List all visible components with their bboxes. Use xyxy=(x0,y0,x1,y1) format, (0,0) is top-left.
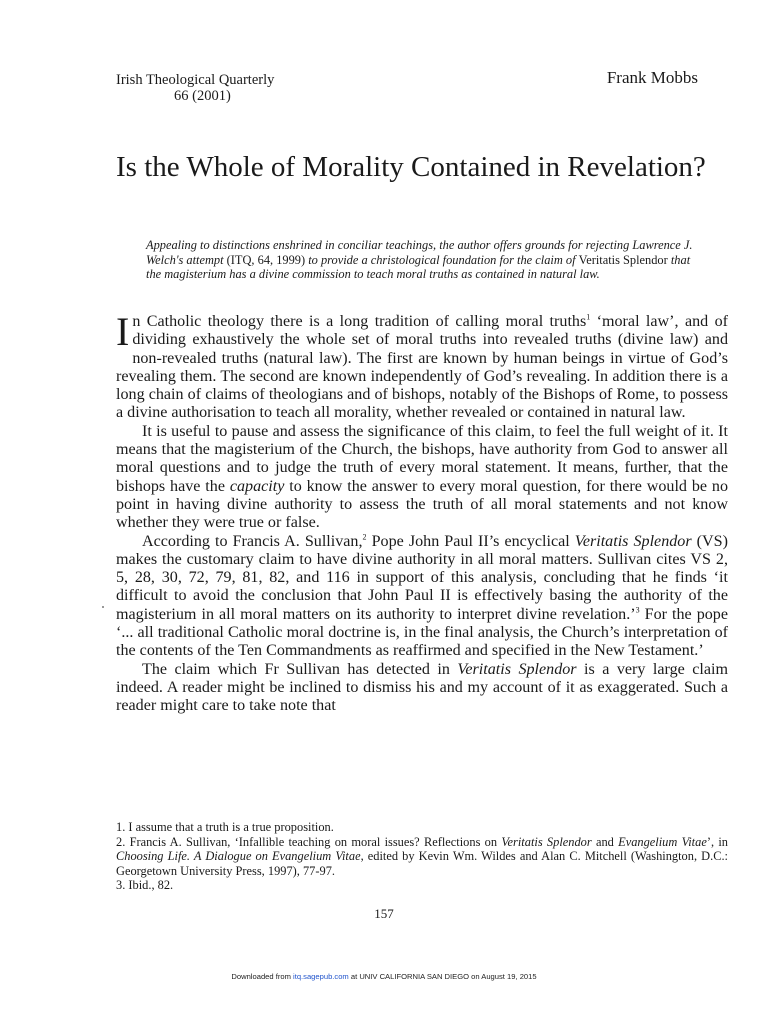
abstract-text: to provide a christological foundation for the claim of xyxy=(305,252,579,267)
article-body xyxy=(116,309,729,716)
journal-header xyxy=(116,72,274,104)
abstract-work-title: Veritatis Splendor xyxy=(578,252,668,267)
footnote-title: Veritatis Splendor xyxy=(501,834,592,849)
footnote-title: Choosing Life. A Dialogue on Evangelium Vitae xyxy=(116,849,361,864)
download-prefix: Downloaded from xyxy=(231,972,294,981)
footnotes xyxy=(116,820,728,893)
paragraph-text: n Catholic theology there is a long tradition of calling moral truths xyxy=(132,313,587,330)
paragraph-text: It is useful to pause and assess the significance of this claim, to feel the full weight of it. It means that the magisterium of the Church, the bishops, have authority from God to answer all moral questions and to judge the truth of every moral statement. It means, further, that the bishops have the xyxy=(116,422,728,495)
download-notice xyxy=(0,972,768,981)
abstract-text: Appealing to distinctions enshrined in conciliar teachings, the author offers grounds for rejecting Lawrence J. Welch's attempt xyxy=(146,238,693,267)
footnote-1: 1. I assume that a truth is a true proposition. xyxy=(116,820,334,834)
author-name: Frank Mobbs xyxy=(606,68,698,87)
paragraph-text: Pope John Paul II’s encyclical xyxy=(366,532,575,550)
drop-cap: I xyxy=(116,309,130,354)
journal-volume: 66 (2001) xyxy=(174,88,231,104)
footnote-text: and xyxy=(591,834,619,849)
article-abstract xyxy=(146,238,702,282)
journal-name: Irish Theological Quarterly xyxy=(116,72,275,88)
paragraph-text: ‘moral law’, and of dividing exhaustively the whole set of moral truths into revealed truths (divine law) and non-revealed truths (natural law). The first are known by human beings in virtue of God’s revealing them. The second are known independently of God’s revealing. In addition there is a long chain of claims of theologians and of bishops, notably of the Bishops of Rome, to possess a divine authorisation to teach all morality, whether revealed or contained in natural law. xyxy=(116,313,729,422)
footnote-ref: 1 xyxy=(586,312,591,322)
page-number: 157 xyxy=(374,906,394,921)
footnote-title: Evangelium Vitae xyxy=(618,834,707,849)
paragraph-2 xyxy=(116,423,728,533)
paragraph-text: The claim which Fr Sullivan has detected in xyxy=(142,660,458,678)
download-suffix: at UNIV CALIFORNIA SAN DIEGO on August 19, 2015 xyxy=(348,972,537,981)
abstract-text: that the magisterium has a divine commission to teach moral truths as contained in natural law. xyxy=(146,252,691,282)
paragraph-1 xyxy=(116,309,729,423)
footnote-text: , edited by Kevin Wm. Wildes and Alan C. Mitchell (Washington, D.C.: Georgetown University Press, 1997), 77-97. xyxy=(116,849,728,878)
footnote-text: 2. Francis A. Sullivan, ‘Infallible teaching on moral issues? Reflections on xyxy=(116,834,502,849)
paragraph-text: According to Francis A. Sullivan, xyxy=(142,532,363,550)
emphasis: Veritatis Splendor xyxy=(574,532,692,550)
paragraph-4 xyxy=(116,661,728,716)
abstract-citation: (ITQ, 64, 1999) xyxy=(226,252,306,267)
footnote-ref: 2 xyxy=(362,532,367,542)
paragraph-text: (VS) makes the customary claim to have divine authority in all moral matters. Sullivan cites VS 2, 5, 28, 30, 72, 79, 81, 82, and 116 in support of this analysis, concluding that he finds ‘it difficult to avoid the conclusion that John Paul II is effectively basing the authority of the magisterium in all moral matters on its authority to interpret divine revelation.’ xyxy=(116,532,728,623)
emphasis: capacity xyxy=(229,477,285,495)
article-title: Is the Whole of Morality Contained in Revelation? xyxy=(116,151,706,183)
paragraph-text: is a very large claim indeed. A reader might be inclined to dismiss his and my account of it as exaggerated. Such a reader might care to take note that xyxy=(116,660,728,715)
footnote-2 xyxy=(116,835,728,879)
paragraph-text: to know the answer to every moral question, for there would be no point in having divine authority to assess the truth of all moral statements and not know whether they were true or false. xyxy=(116,477,728,532)
emphasis: Veritatis Splendor xyxy=(457,660,577,678)
paragraph-text: For the pope ‘... all traditional Catholic moral doctrine is, in the final analysis, the Church’s interpretation of the contents of the Ten Commandments as reaffirmed and specified in the New Testament.’ xyxy=(116,605,728,660)
footnote-ref: 3 xyxy=(635,605,640,615)
margin-mark xyxy=(102,606,104,608)
footnote-3: 3. Ibid., 82. xyxy=(116,878,174,893)
download-link[interactable]: itq.sagepub.com xyxy=(293,972,349,981)
footnote-text: ’, in xyxy=(706,834,728,849)
paragraph-3 xyxy=(116,533,728,661)
